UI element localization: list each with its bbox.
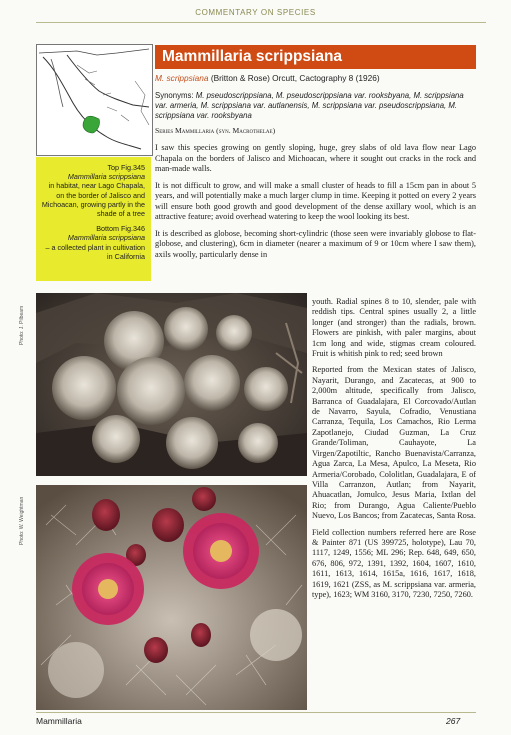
photo-habitat bbox=[36, 293, 307, 476]
running-header: COMMENTARY ON SPECIES bbox=[195, 8, 316, 17]
caption-bottom bbox=[40, 224, 145, 261]
photo-cultivation bbox=[36, 485, 307, 710]
photo-habitat-image bbox=[36, 293, 307, 476]
synonyms-list: M. pseudoscrippsiana, M. pseudoscrippsiana var. rooksbyana, M. scrippsiana var. armeria, M. scrippsiana var. autlanensis, M. scrippsiana var. pseudoscrippsiana, M. scrippsiana var. rooksbyana bbox=[155, 91, 464, 121]
photo-credit-top: Photo: J. Pilbeam bbox=[19, 305, 25, 345]
caption-bottom-ref: Bottom Fig.346 bbox=[96, 224, 145, 234]
series-line: Series Mammillaria (syn. Macrothelae) bbox=[155, 126, 276, 135]
synonyms-block bbox=[155, 91, 476, 122]
authority-name: M. scrippsiana bbox=[155, 73, 209, 83]
flower-right bbox=[183, 513, 259, 589]
body-text-right bbox=[312, 297, 476, 606]
caption-bottom-text: – a collected plant in cultivation in California bbox=[45, 242, 145, 261]
flower-left bbox=[72, 553, 144, 625]
paragraph-habitat: I saw this species growing on gently sloping, huge, grey slabs of old lava flow near Lago Chapala on the borders of Jalisco and Michoacan, where it sought out cracks in the rock and man-made walls. bbox=[155, 143, 476, 173]
paragraph-cultivation: It is not difficult to grow, and will make a small cluster of heads to fill a 15cm pan in about 5 years, and will potentially make a much larger clump in time. Keeping it potted on every 2 years will ensure both good growth and good development of the dense axillary wool, which is an attractive feature; avoid overhead watering to keep the wool looking its best. bbox=[155, 180, 476, 221]
synonyms-label: Synonyms: bbox=[155, 91, 194, 100]
species-title: Mammillaria scrippsiana bbox=[155, 45, 476, 69]
caption-top-species: Mammillaria scrippsiana bbox=[67, 172, 145, 182]
paragraph-description-start: It is described as globose, becoming short-cylindric (those seen were invariably globose to flat-globose, and clustering), 6cm in diameter (nearer a maximum of 9 or 10cm where I saw them), axils woolly, particularly dense in bbox=[155, 228, 476, 259]
species-authority bbox=[155, 73, 476, 83]
photo-credit-bottom: Photo: W. Weightman bbox=[19, 496, 25, 545]
paragraph-distribution: Reported from the Mexican states of Jalisco, Nayarit, Durango, and Zacatecas, at 900 to 2,000m altitude, specifically from Jalisco, Barranca of Guadalajara, El Corcovado/Autlan de Navarro, Sayula, Cofradio, Venustiana Carranza, Tequila, Los Camachos, Rio Lerma Zapotlanejo, Ciudad Guzman, La Cruz Grande/Toliman, Cauhayote, La Virgen/Zapotiltic, Rancho Buenavista/Carranza, Agua Zarca, La Mesa, Apulco, La Meseta, Rio Armeria/Corobado, Cololitlan, Guadalajara, E of Villa Carranzon, Autlan; from Nayarit, Ahuacatlan, Jomulco, Jesus Maria, Ixtlan del Rio; from Durango, Agua Caliente/Pueblo Nuevo, Los Bancos; from Zacatecas, Santa Rosa. bbox=[312, 365, 476, 521]
caption-top-text: in habitat, near Lago Chapala, on the border of Jalisco and Michoacan, growing partly in the shade of a tree bbox=[41, 181, 145, 219]
distribution-map bbox=[36, 44, 153, 156]
caption-top-ref: Top Fig.345 bbox=[107, 163, 145, 172]
footer-rule bbox=[36, 712, 476, 713]
page-number: 267 bbox=[446, 716, 461, 726]
caption-bottom-species: Mammillaria scrippsiana bbox=[67, 233, 145, 243]
header-rule bbox=[36, 22, 486, 23]
body-text-top bbox=[155, 143, 476, 266]
footer-genus: Mammillaria bbox=[36, 716, 82, 726]
figure-captions bbox=[36, 157, 151, 281]
paragraph-description-end: youth. Radial spines 8 to 10, slender, pale with reddish tips. Central spines usually 2, a little longer (and stronger) than the radials, brown. Flowers are pinkish, with paler margins, about 1cm long and wide, stigmas cream coloured. Fruit is whitish pink to red; seed brown bbox=[312, 297, 476, 359]
map-svg bbox=[37, 45, 152, 155]
authority-citation: (Britton & Rose) Orcutt, Cactography 8 (1926) bbox=[210, 73, 380, 83]
photo-cultivation-image bbox=[36, 485, 307, 710]
paragraph-field-numbers: Field collection numbers referred here are Rose & Painter 871 (US 399725, holotype), Lau 70, 1117, 1249, 1556; ML 296; Rep. 648, 649, 650, 676, 806, 972, 1391, 1392, 1604, 1607, 1610, 1611, 1613, 1614, 1615a, 1616, 1617, 1618, 1619, 1621 (ZSS, as M. scrippsiana var. armeria, type), 1623; WM 3160, 3170, 7230, 7250, 7260. bbox=[312, 527, 476, 599]
caption-top bbox=[40, 163, 145, 218]
